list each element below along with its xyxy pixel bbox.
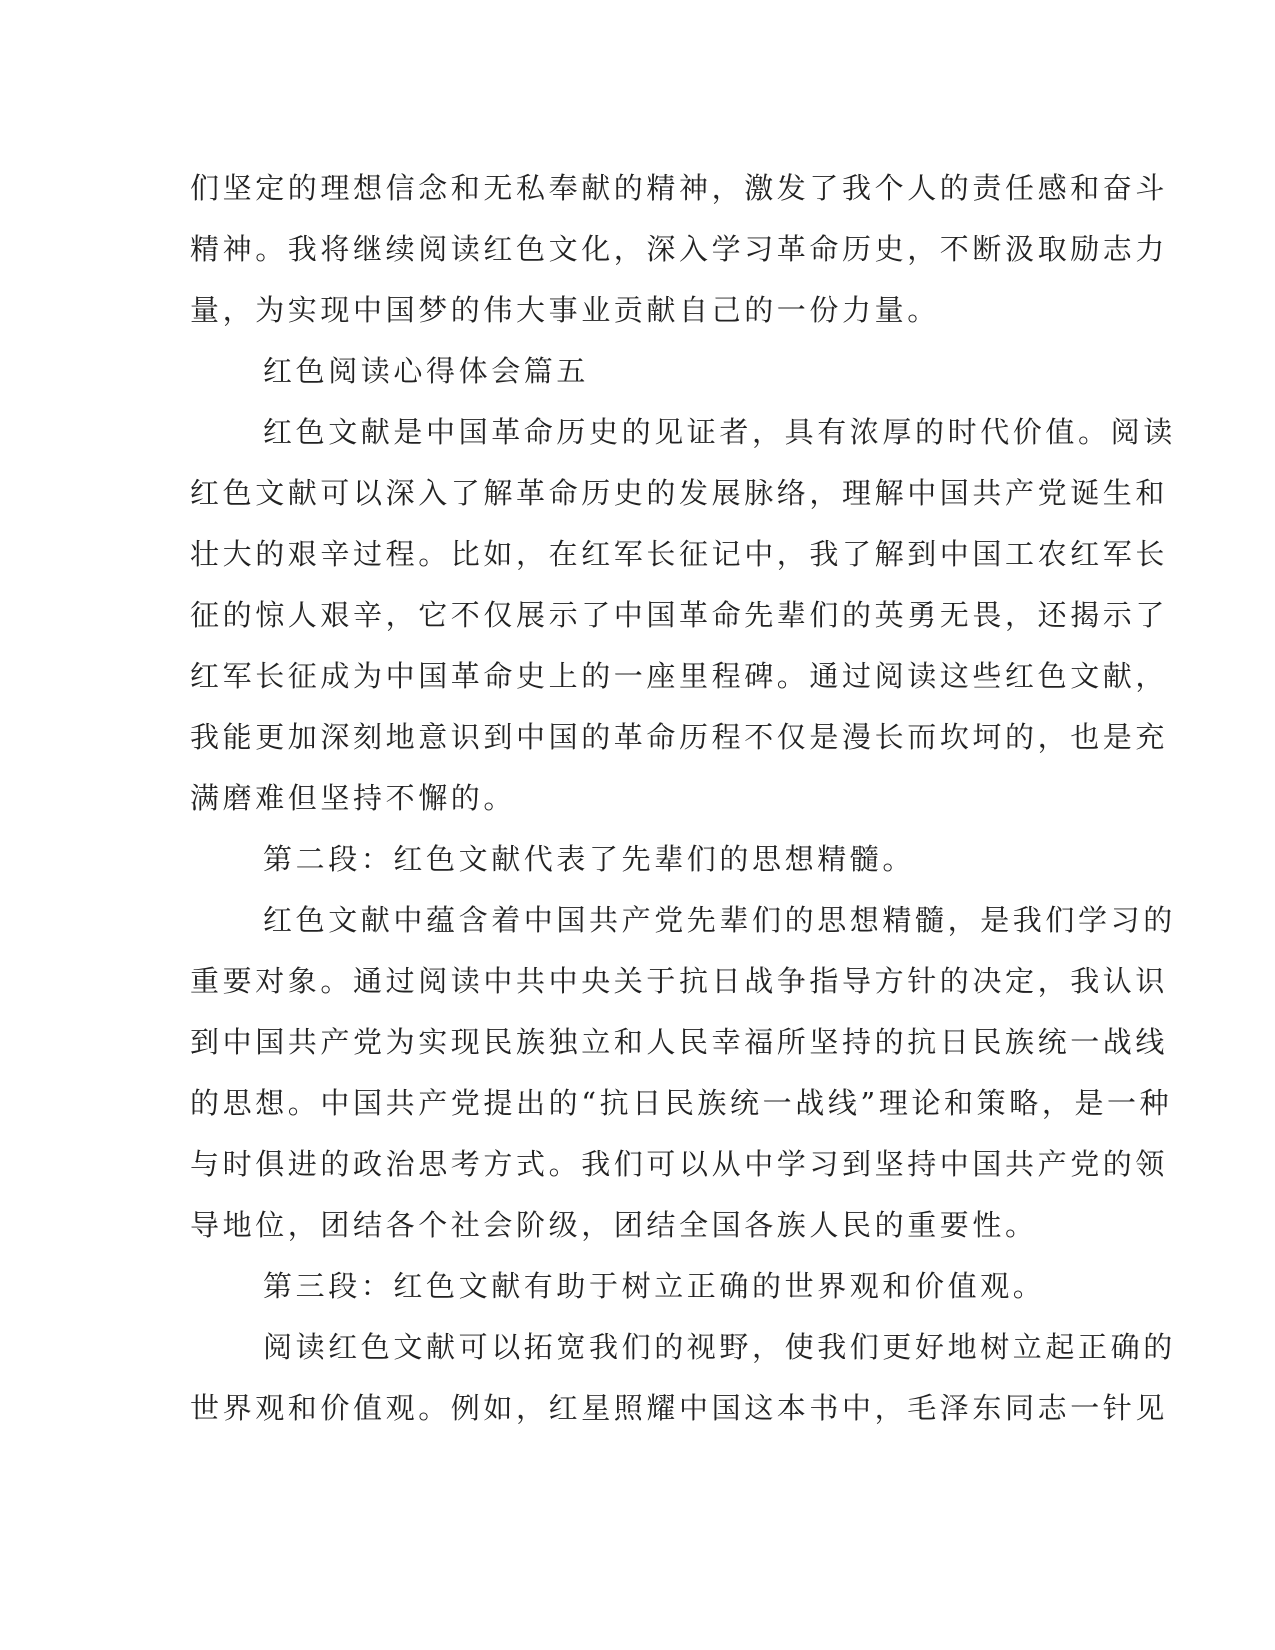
text-line: 导地位，团结各个社会阶级，团结全国各族人民的重要性。 [190, 1208, 1038, 1242]
text-line: 的思想。中国共产党提出的“抗日民族统一战线”理论和策略，是一种 [190, 1086, 1173, 1120]
text-line: 到中国共产党为实现民族独立和人民幸福所坚持的抗日民族统一战线 [190, 1025, 1169, 1059]
text-line: 我能更加深刻地意识到中国的革命历程不仅是漫长而坎坷的，也是充 [190, 720, 1169, 754]
text-line: 精神。我将继续阅读红色文化，深入学习革命历史，不断汲取励志力 [190, 232, 1169, 266]
text-line: 壮大的艰辛过程。比如，在红军长征记中，我了解到中国工农红军长 [190, 537, 1169, 571]
text-line: 红色文献是中国革命历史的见证者，具有浓厚的时代价值。阅读 [263, 415, 1176, 449]
text-line: 世界观和价值观。例如，红星照耀中国这本书中，毛泽东同志一针见 [190, 1391, 1169, 1425]
text-line: 们坚定的理想信念和无私奉献的精神，激发了我个人的责任感和奋斗 [190, 171, 1169, 205]
section-heading: 红色阅读心得体会篇五 [263, 354, 590, 388]
text-line: 阅读红色文献可以拓宽我们的视野，使我们更好地树立起正确的 [263, 1330, 1176, 1364]
section-heading: 第二段：红色文献代表了先辈们的思想精髓。 [263, 842, 916, 876]
text-line: 满磨难但坚持不懈的。 [190, 781, 517, 815]
text-line: 征的惊人艰辛，它不仅展示了中国革命先辈们的英勇无畏，还揭示了 [190, 598, 1169, 632]
text-line: 与时俱进的政治思考方式。我们可以从中学习到坚持中国共产党的领 [190, 1147, 1169, 1181]
text-line: 量，为实现中国梦的伟大事业贡献自己的一份力量。 [190, 293, 940, 327]
document-body [190, 158, 1176, 1439]
text-line: 重要对象。通过阅读中共中央关于抗日战争指导方针的决定，我认识 [190, 964, 1169, 998]
text-line: 红色文献可以深入了解革命历史的发展脉络，理解中国共产党诞生和 [190, 476, 1169, 510]
text-line: 红色文献中蕴含着中国共产党先辈们的思想精髓，是我们学习的 [263, 903, 1176, 937]
text-line: 红军长征成为中国革命史上的一座里程碑。通过阅读这些红色文献， [190, 659, 1169, 693]
section-heading: 第三段：红色文献有助于树立正确的世界观和价值观。 [263, 1269, 1046, 1303]
